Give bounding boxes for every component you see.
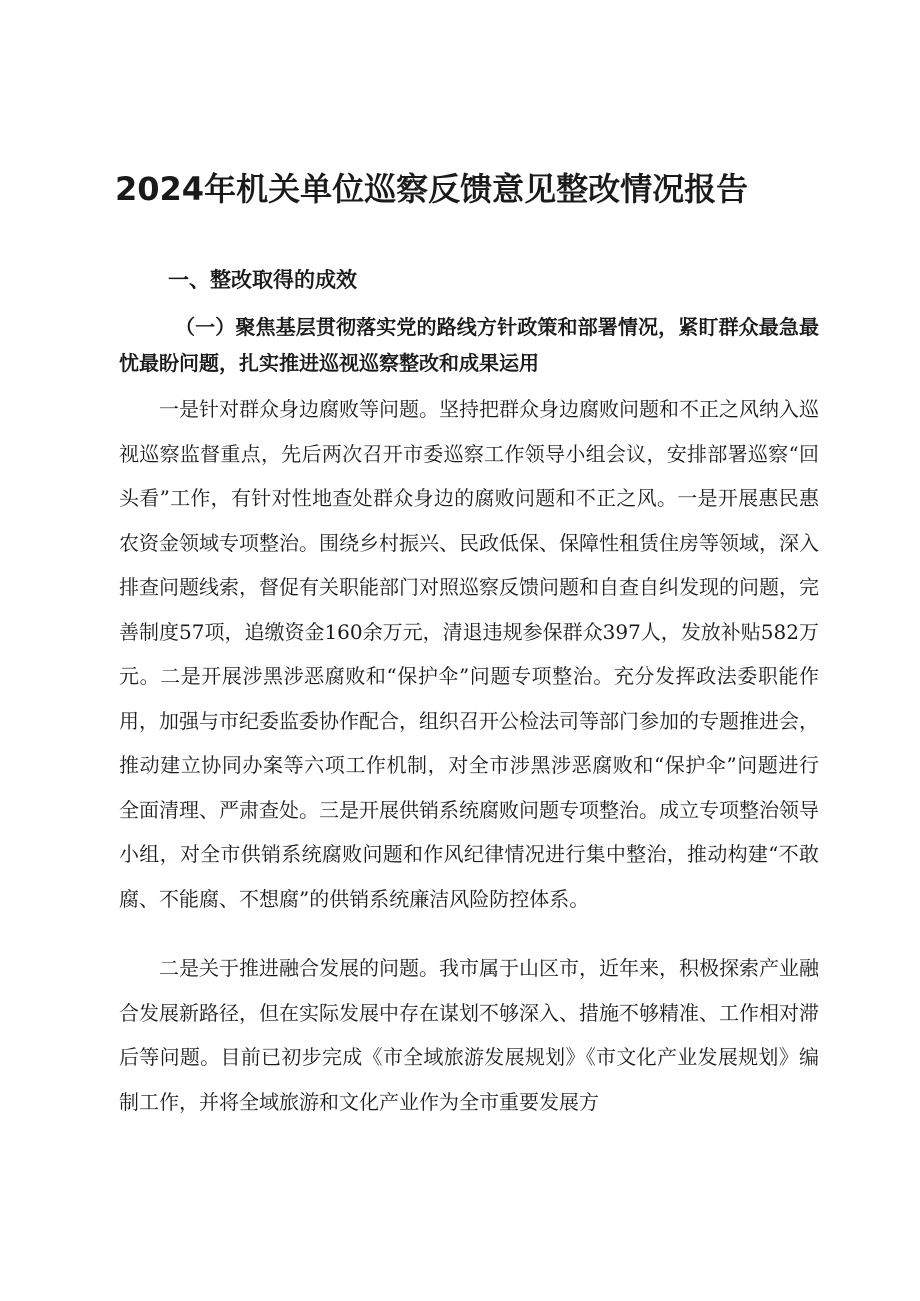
sub-heading: （一）聚焦基层贯彻落实党的路线方针政策和部署情况，紧盯群众最急最忧最盼问题，扎实推进巡视巡察整改和成果运用: [119, 315, 819, 375]
document-title: 2024年机关单位巡察反馈意见整改情况报告: [115, 170, 749, 208]
body-paragraph: 二是关于推进融合发展的问题。我市属于山区市，近年来，积极探索产业融合发展新路径，但在实际发展中存在谋划不够深入、措施不够精准、工作相对滞后等问题。目前已初步完成《市全域旅游发展规划》《市文化产业发展规划》编制工作，并将全域旅游和文化产业作为全市重要发展方: [119, 956, 819, 1114]
body-paragraph: 一是针对群众身边腐败等问题。坚持把群众身边腐败问题和不正之风纳入巡视巡察监督重点，先后两次召开市委巡察工作领导小组会议，安排部署巡察“回头看”工作，有针对性地查处群众身边的腐败问题和不正之风。一是开展惠民惠农资金领域专项整治。围绕乡村振兴、民政低保、保障性租赁住房等领域，深入排查问题线索，督促有关职能部门对照巡察反馈问题和自查自纠发现的问题，完善制度57项，追缴资金160余万元，清退违规参保群众397人，发放补贴582万元。二是开展涉黑涉恶腐败和“保护伞”问题专项整治。充分发挥政法委职能作用，加强与市纪委监委协作配合，组织召开公检法司等部门参加的专题推进会，推动建立协同办案等六项工作机制，对全市涉黑涉恶腐败和“保护伞”问题进行全面清理、严肃查处。三是开展供销系统腐败问题专项整治。成立专项整治领导小组，对全市供销系统腐败问题和作风纪律情况进行集中整治，推动构建“不敢腐、不能腐、不想腐”的供销系统廉洁风险防控体系。: [119, 397, 819, 911]
section-heading: 一、整改取得的成效: [168, 268, 357, 292]
